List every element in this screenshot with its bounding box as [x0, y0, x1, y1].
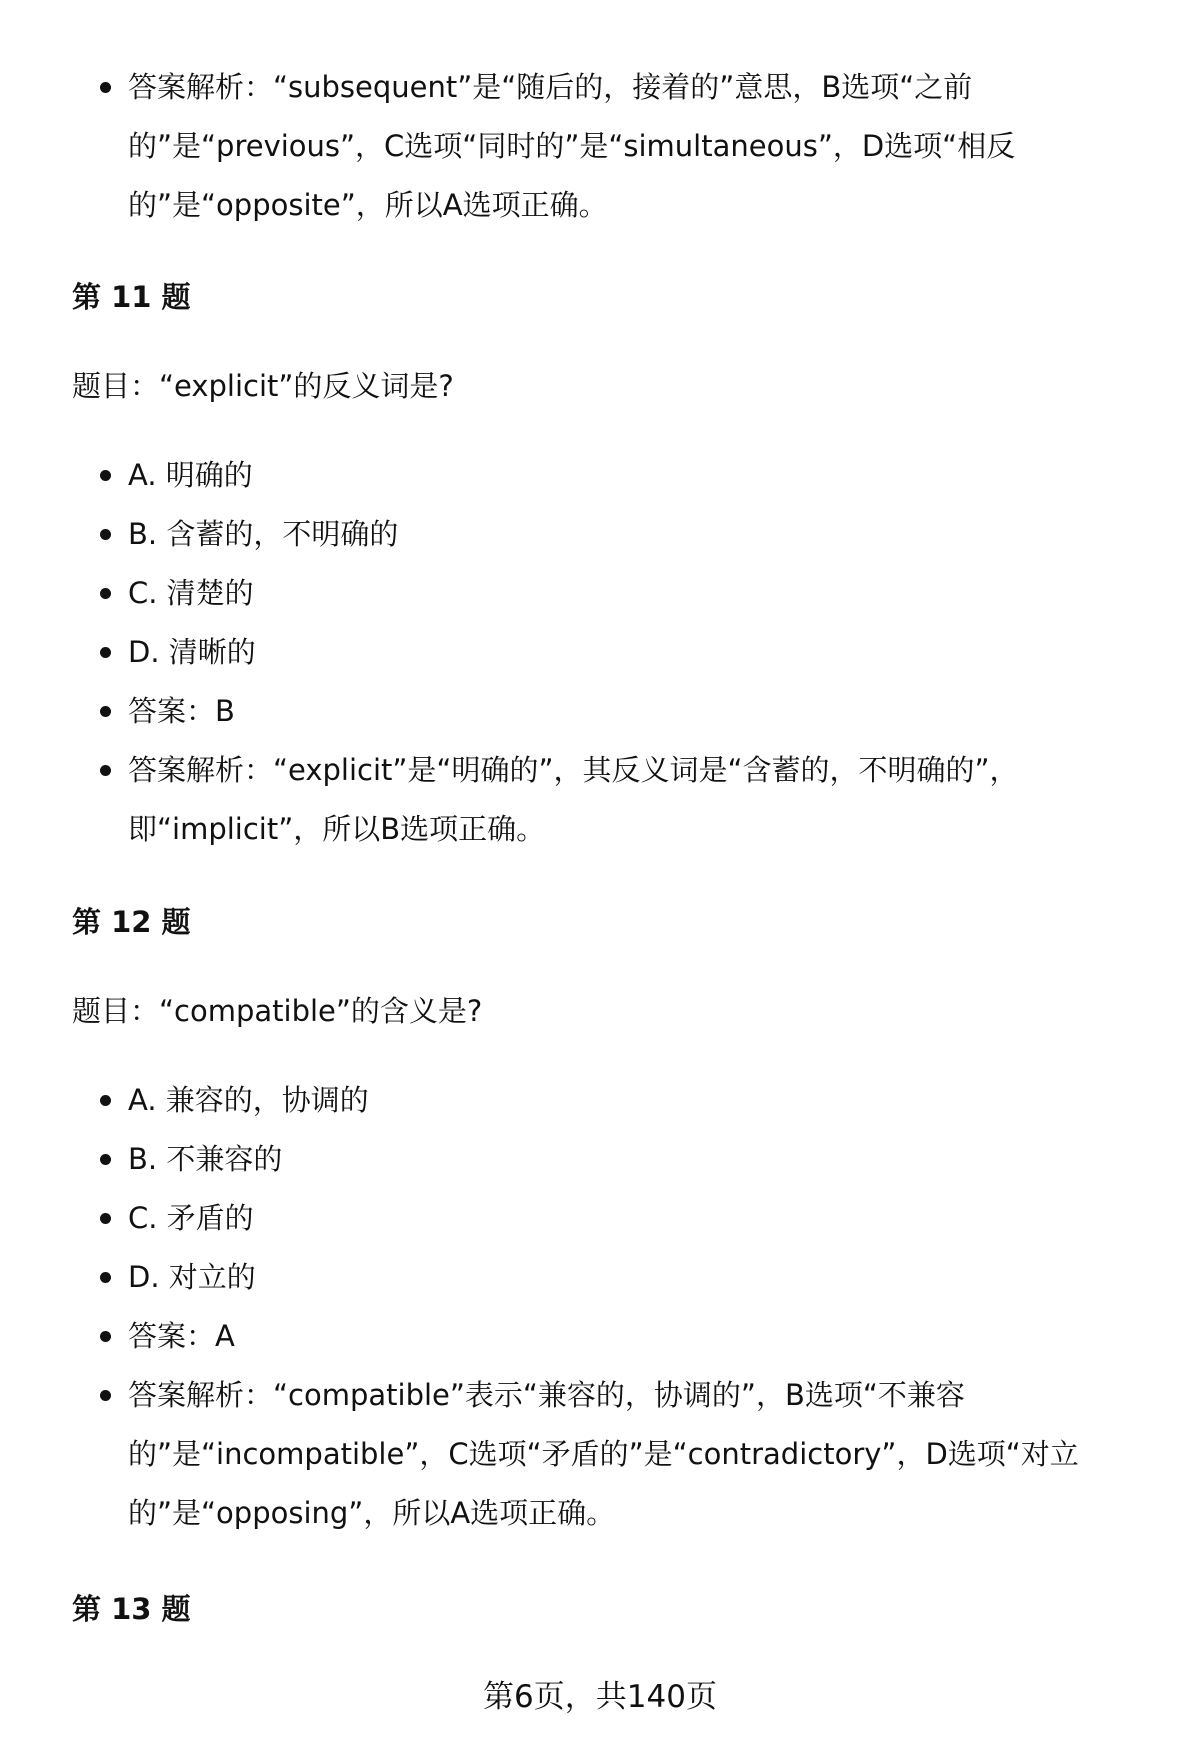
answer: 答案：A — [128, 1307, 1140, 1366]
option-b: B. 含蓄的，不明确的 — [128, 505, 1140, 564]
question-heading: 第 11 题 — [72, 280, 191, 314]
option-d: D. 清晰的 — [128, 623, 1140, 682]
question-prompt: 题目：“explicit”的反义词是? — [72, 369, 454, 403]
question-heading: 第 12 题 — [72, 905, 191, 939]
answer-explanation: 答案解析：“explicit”是“明确的”，其反义词是“含蓄的，不明确的”，即“implicit”，所以B选项正确。 — [128, 741, 1128, 859]
option-c: C. 矛盾的 — [128, 1189, 1140, 1248]
question-prompt: 题目：“compatible”的含义是? — [72, 994, 483, 1028]
option-c: C. 清楚的 — [128, 564, 1140, 623]
option-a: A. 兼容的，协调的 — [128, 1071, 1140, 1130]
option-d: D. 对立的 — [128, 1248, 1140, 1307]
option-a: A. 明确的 — [128, 446, 1140, 505]
answer: 答案：B — [128, 682, 1140, 741]
answer-explanation: 答案解析：“subsequent”是“随后的，接着的”意思，B选项“之前的”是“previous”，C选项“同时的”是“simultaneous”，D选项“相反的”是“opposite”，所以A选项正确。 — [128, 58, 1128, 235]
option-b: B. 不兼容的 — [128, 1130, 1140, 1189]
page-number-footer: 第6页，共140页 — [483, 1679, 717, 1715]
answer-explanation: 答案解析：“compatible”表示“兼容的，协调的”，B选项“不兼容的”是“incompatible”，C选项“矛盾的”是“contradictory”，D选项“对立的”是“opposing”，所以A选项正确。 — [128, 1366, 1108, 1543]
question-heading: 第 13 题 — [72, 1592, 191, 1626]
